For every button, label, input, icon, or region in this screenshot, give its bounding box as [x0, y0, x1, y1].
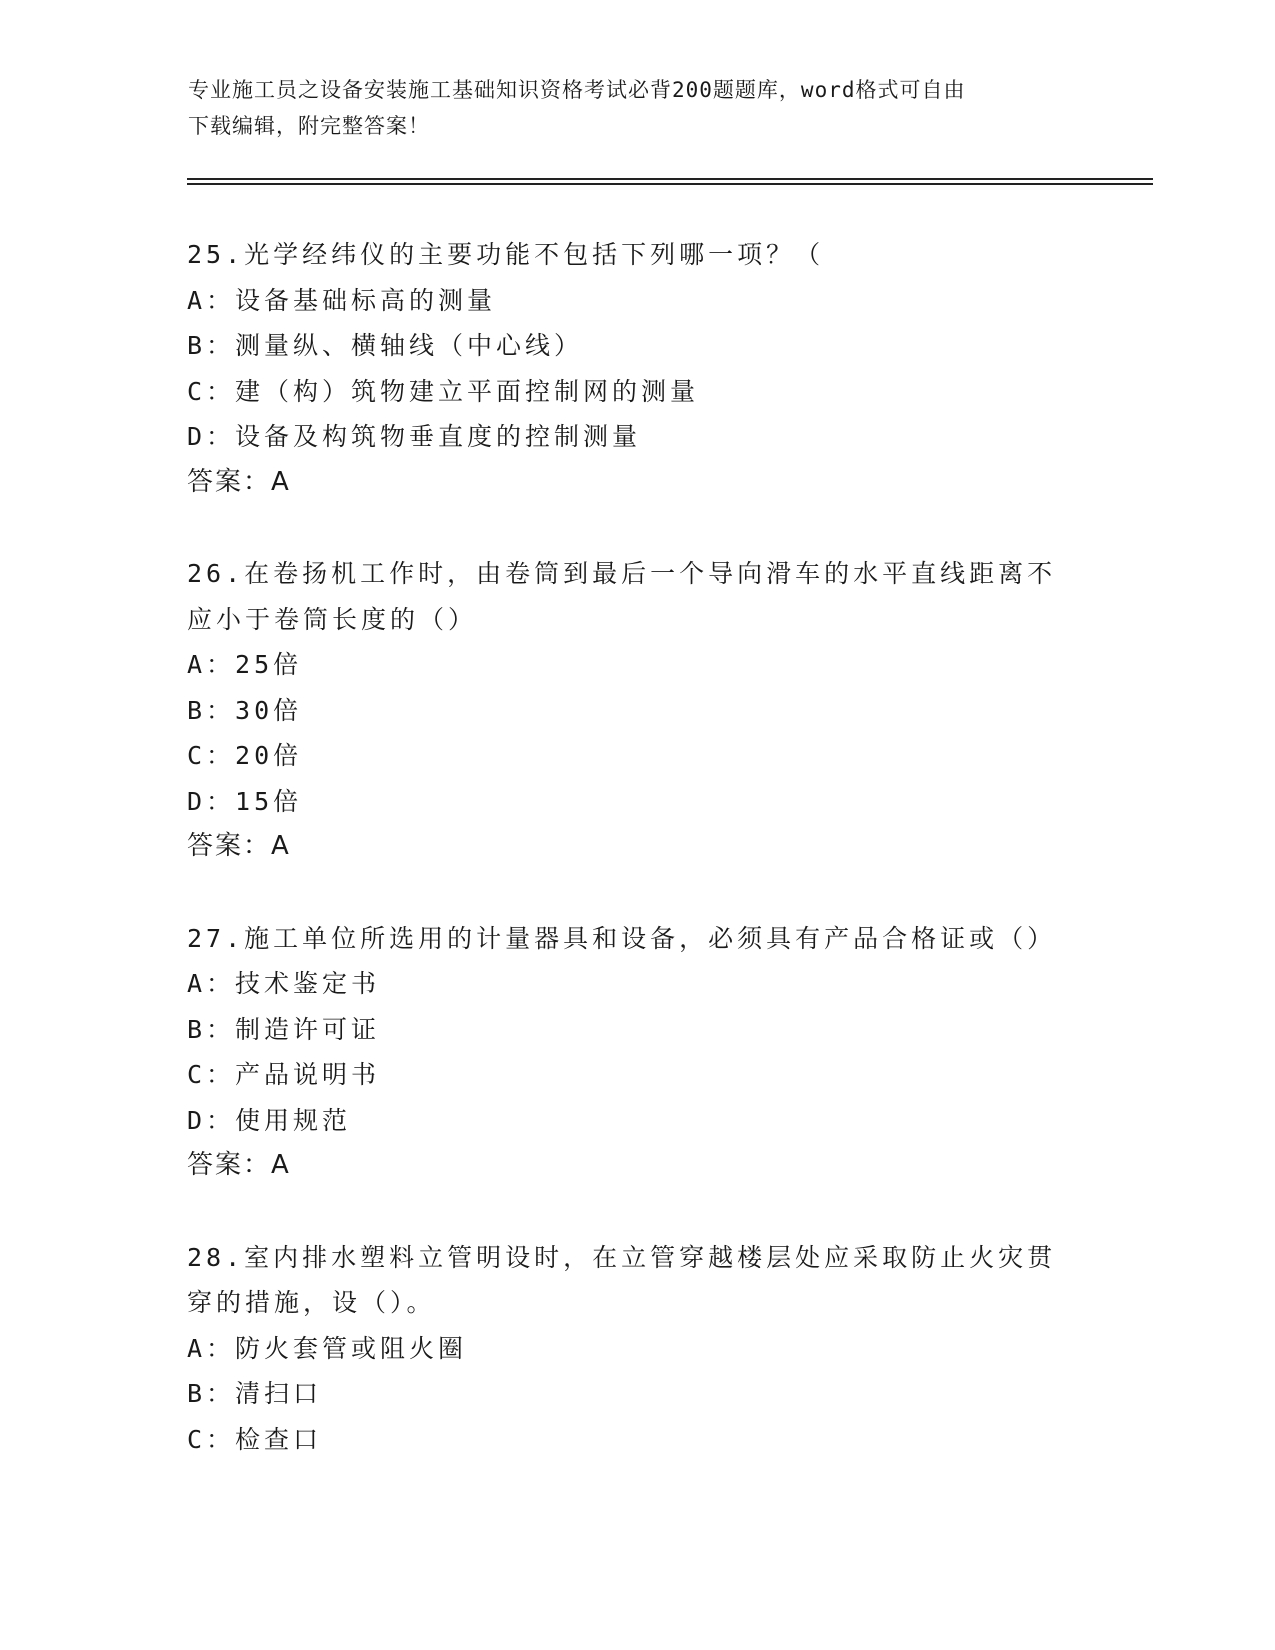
option-b: B：制造许可证: [187, 1014, 381, 1044]
option-a: A：防火套管或阻火圈: [187, 1333, 468, 1363]
header-divider-top: [187, 178, 1153, 180]
answer: 答案：A: [187, 466, 291, 497]
question-stem: 25.光学经纬仪的主要功能不包括下列哪一项？（: [187, 240, 825, 269]
option-c: C：20倍: [187, 741, 303, 770]
option-b: B：测量纵、横轴线（中心线）: [187, 331, 584, 360]
option-c: C：检查口: [187, 1424, 323, 1454]
option-c: C：建（构）筑物建立平面控制网的测量: [187, 376, 700, 406]
option-b: B：清扫口: [187, 1379, 323, 1408]
option-d: D：15倍: [187, 786, 303, 816]
option-d: D：设备及构筑物垂直度的控制测量: [187, 422, 642, 451]
question-26: [187, 551, 1087, 870]
question-list: [187, 232, 1087, 1508]
document-header: [188, 72, 1088, 144]
answer: 答案：A: [187, 1150, 291, 1180]
answer: 答案：A: [187, 831, 291, 861]
question-25: [187, 232, 1087, 505]
header-line-1: 专业施工员之设备安装施工基础知识资格考试必背200题题库，word格式可自由: [188, 78, 966, 102]
option-b: B：30倍: [187, 695, 303, 725]
option-a: A：技术鉴定书: [187, 969, 381, 998]
question-stem: 27.施工单位所选用的计量器具和设备，必须具有产品合格证或（）: [187, 923, 1057, 953]
question-stem: 28.室内排水塑料立管明设时，在立管穿越楼层处应采取防止火灾贯穿的措施，设（）。: [187, 1242, 1057, 1317]
question-28: [187, 1235, 1087, 1463]
question-27: [187, 916, 1087, 1189]
question-stem: 26.在卷扬机工作时，由卷筒到最后一个导向滑车的水平直线距离不应小于卷筒长度的（）: [187, 559, 1057, 634]
option-a: A：设备基础标高的测量: [187, 285, 497, 315]
option-d: D：使用规范: [187, 1105, 352, 1135]
header-line-2: 下载编辑，附完整答案！: [188, 114, 430, 138]
option-a: A：25倍: [187, 650, 303, 679]
header-divider-bottom: [187, 183, 1153, 185]
option-c: C：产品说明书: [187, 1060, 381, 1089]
